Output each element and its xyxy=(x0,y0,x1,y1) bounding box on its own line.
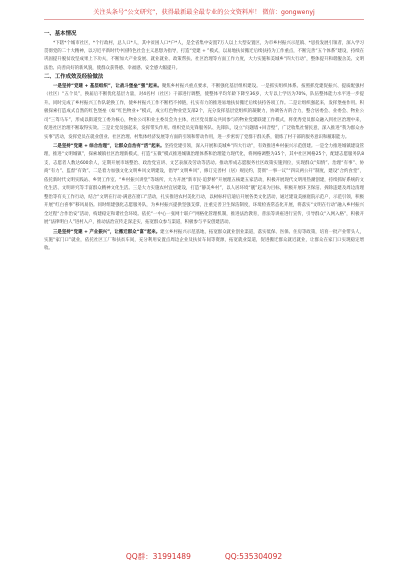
header-divider xyxy=(44,19,364,20)
paragraph xyxy=(44,143,364,228)
paragraph xyxy=(44,83,364,142)
paragraph-text: 聚焦乡村振兴重点要求，不断强化基层组织建设。一是抓实组织体系。按照抓党建促振兴、提质配强村（社区）“五个员”，换届后不断优化基层力量，对4名村（社区）干部进行调整，使整体平均年龄下降至36岁，大专以上学历为70%，队伍整体能力水平进一步提升。同时完成了乡村振兴工作队轮换工作，使乡村振兴工作不断档不掉链，扎实有力的推进易地扶贫搬迁后续扶持各项工作。二是让组织强起来，发挥堡垒作用。积极探索打造成式自然的红色堡垒（如“红色物业+”模式，成立红色物业党支部2个，充分发挥基层党组织的凝聚力，协调各方的合力，整合居委会、业委会、物业公司“三驾马车”，形成以街道党工委为核心，物业公司和业主委员会为主体，社区党员群众共同参与的物业党建联建工作模式，将优秀党员群众融入到社区治理中来，促进社区治理不断取得实效。三是让党员强起来，发挥带头作用。组织党员先锋服务队、先锋队，设立“问题墙+回音壁”，广泛收集社情民意，深入推进“我为群众办实事”活动，发挥党员在就业创业、社区治理、村集体经济发展等方面的引领和带动作用，进一步密切了党群干群关系，锻炼了村干部的服务意识和履职能力。 xyxy=(44,83,364,140)
section-heading: 一、基本情况 xyxy=(44,31,77,37)
promo-banner: 关注头条号“公文研究”，获得最新最全最专业的公文资料库！ 微信：gongwenyj xyxy=(93,9,315,16)
qq-contact: QQ:535304092 xyxy=(224,552,283,561)
paragraph-lead: 一是坚持“党建 + 基层组织”，让战斗堡垒“强”起来。 xyxy=(53,83,162,89)
paragraph-text: *下辖*个城市社区，*个行政村，总人口*人，其中贫困人口*户*人，是全省集中安置7万人以上大型安置区，为市乡村振兴示范镇、*思投发展引领者，深入学习贯彻党的二十大精神，以习近平新时代中国特色社会主义思想为指导，打造“党建 + ”模式，以易地扶贫搬迁后续扶持为工作重点，不断完善“五个体系”建设，持续在巩固提升脱贫攻坚成果上下功夫，不断加大产业发展、就业就业、政策帮扶、社区治理等方面工作力度，大力实施和美城乡“四大行动”，整体提升和谐靓舍美、文明法治、向善向好的新风貌，使群众获得感、幸福感、安全感大幅提升。 xyxy=(44,40,364,71)
contact-footer xyxy=(0,552,408,562)
section-basic xyxy=(44,30,364,73)
paragraph-text: 建立乡村振兴示范基地，拓宽群众就业创业渠道，落实低保、医保、住房等政策，培育一批产业带头人，实施“家门口”就业，依托社区工厂和扶贫车间，充分利用安置点周边企业及扶贫车间等资源，拓宽就业渠道，促进搬迁群众就近就业，让群众在家门口实现稳定增收。 xyxy=(44,229,364,252)
paragraph xyxy=(44,40,364,74)
document-body xyxy=(44,30,364,254)
paragraph-text: 坚持党建引领，深入开展和美城乡“四大行动”，有效推进乡村振兴示范创建。一是全力推进城镇建设管理，推进“文明城镇”，探索城镇社区治理新模式，打造“五微”模式推进城镇治理体系和治理能力现代化，将网格调整为35个，其中社区网格25个，配建志愿服务队8支，志愿者人数达600余人，定期开展市场整治、政治党宣讲、文艺表演及劳动等活动。推动形成志愿服务社区政策实施到位，实现群众“知情”、治理“有事”、协商“有力”、监督“有效”。二是着力加强文化文明乡风文明建设，倡导“文明乡风”，修订完善村（居）规民约，贯彻“一事一议”“四议两公开”制度，建设“合约食堂”，依托新时代文明实践站、乡贤工作室、“乡村振兴讲堂”等场所，大力开展“新市民·追梦桥”开展理五核建五家活动，积极开展现代文明用热潮创建，持续抓好系统的文化生活、文明讲究等丰富群众精神文化生活。三是大力实施农村宜居建设，打造“静美乡村”，以人居环境“靓”起来为目标，积极开展环卫保洁、拆除违建及周边清理整治等有关工作行动，结合“文明在行动·满意在窗口”活动，扎实推进农村美化行动，以树标杆启迪后开展各类文化活动，通过建设美丽庭院示范户，示范引领，积极开展“红白喜事”移风易俗。同时组建强化志愿服务队，为乡村振兴提供坚强支撑，注重完善卫生保洁制度，环境检查常态化开展，将落实“文明在行动”融入乡村振兴全过程“合作治安”活动，构建稳定和谐社会环境。依托“一中心一张网十联户”网格化管理机制，推进法治教育，普法等讲座进行宣传，引导群众“入网入格”，积极开展“法律明白人”进村入户，推动法治宣传走深走实，拓宽群众参与渠道，积极参与平安创建活动。 xyxy=(44,143,365,226)
paragraph-lead: 三是坚持“党建 + 产业振兴”，让搬迁群众“富”起来。 xyxy=(53,229,161,235)
paragraph-lead: 二是坚持“党建 + 综合治理”，让群众自治有“活”起来。 xyxy=(53,143,165,149)
paragraph xyxy=(44,229,364,254)
section-heading: 二、工作成效及经验做法 xyxy=(44,74,104,81)
section-results xyxy=(44,73,364,254)
qq-group: QQ群：31991489 xyxy=(125,552,191,561)
